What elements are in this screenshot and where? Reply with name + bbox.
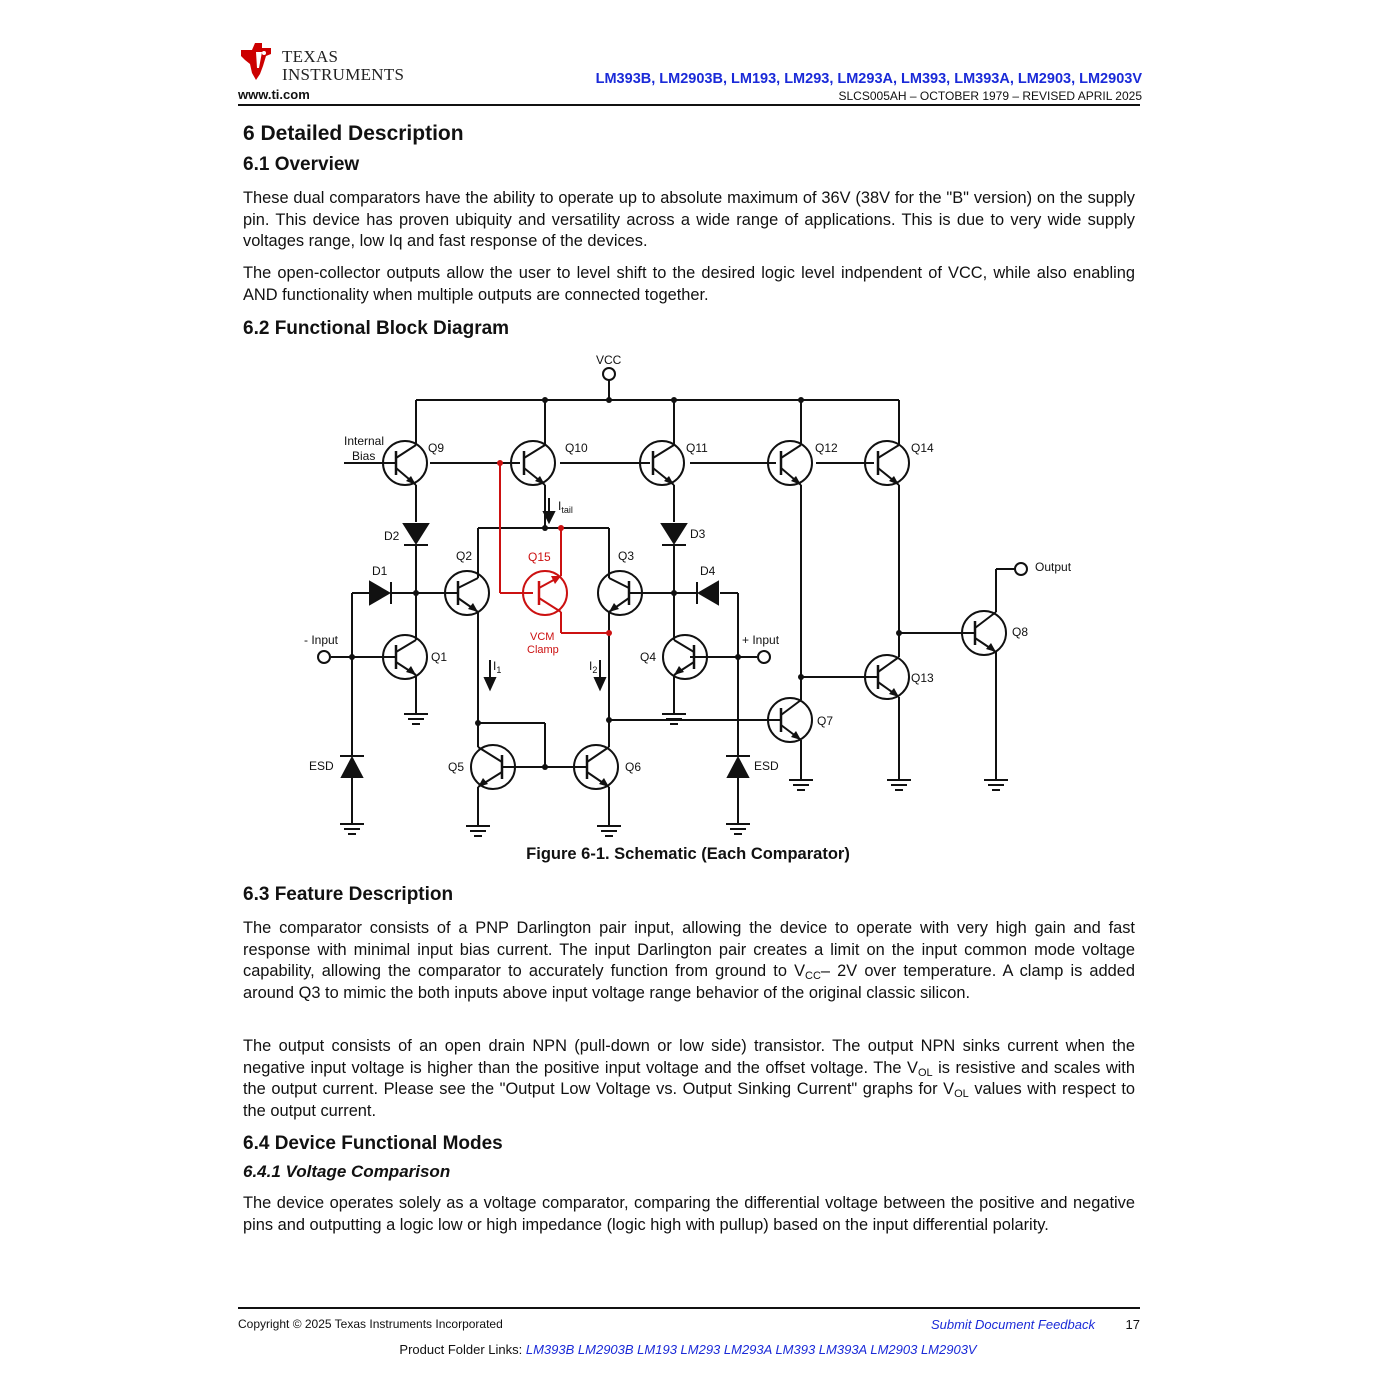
label-plus-input: + Input — [742, 633, 780, 647]
feature-p2-vol-subscript-2: OL — [954, 1088, 969, 1100]
label-d3: D3 — [690, 527, 706, 541]
feature-p1-part-a: The comparator consists of a PNP Darlington pair input, allowing the device to operate with very high gain and fast response with minimal input bias current. The input Darlington pair creates a limit on the input common mode voltage capability, allowing the comparator to accurately function from ground to V — [243, 919, 1135, 980]
label-vcc: VCC — [596, 353, 622, 367]
i2-letter: I — [589, 659, 593, 673]
feature-p2-part-a: The output consists of an open drain NPN (pull-down or low side) transistor. The output NPN sinks current when the negative input voltage is higher than the positive input voltage and the offset voltage. The V — [243, 1037, 1135, 1077]
itail-subscript: tail — [561, 505, 573, 515]
label-d4: D4 — [700, 564, 716, 578]
label-itail — [558, 499, 573, 515]
output-terminal — [1015, 563, 1027, 575]
section-6-1-title: 6.1 Overview — [243, 154, 360, 175]
i2-subscript: 2 — [592, 665, 598, 675]
label-i2 — [589, 659, 597, 675]
label-q9: Q9 — [428, 441, 445, 455]
feature-p2-part-c: values with respect to the output current. — [243, 1080, 1135, 1120]
esd-right-diode — [728, 758, 748, 777]
logo-line1: TEXAS — [282, 47, 339, 66]
label-q1: Q1 — [431, 650, 448, 664]
header-doc-info: SLCS005AH – OCTOBER 1979 – REVISED APRIL 2025 — [838, 89, 1142, 103]
label-clamp: Clamp — [527, 644, 559, 656]
product-folder-link-list[interactable]: LM393B LM2903B LM193 LM293 LM293A LM393 LM393A LM2903 LM2903V — [525, 1342, 977, 1357]
label-output: Output — [1035, 560, 1072, 574]
label-q13: Q13 — [911, 671, 934, 685]
label-q8: Q8 — [1012, 625, 1029, 639]
logo-line2: INSTRUMENTS — [282, 65, 405, 84]
label-q3: Q3 — [618, 549, 635, 563]
plus-input-terminal — [758, 651, 770, 663]
feature-paragraph-1 — [243, 918, 1135, 1004]
d1-diode — [370, 582, 389, 604]
voltage-comparison-paragraph: The device operates solely as a voltage comparator, comparing the differential voltage between the positive and negative pins and outputting a logic low or high impedance (logic high with pullup) based on the input differential polarity. — [243, 1194, 1135, 1234]
label-q4: Q4 — [640, 650, 657, 664]
feature-p2-part-b: is resistive and scales with the output current. Please see the "Output Low Voltage vs. Output Sinking Current" graphs for V — [243, 1058, 1135, 1098]
label-bias: Bias — [352, 449, 376, 463]
figure-caption: Figure 6-1. Schematic (Each Comparator) — [526, 845, 850, 863]
product-folder-links — [0, 1342, 1376, 1357]
i2-arrow — [595, 678, 605, 689]
esd-left-diode — [342, 758, 362, 777]
feature-p1-part-b: – 2V over temperature. A clamp is added around Q3 to mimic the both inputs above input voltage range behavior of the original classic silicon. — [243, 962, 1135, 1002]
itail-letter: I — [558, 499, 562, 513]
label-q5: Q5 — [448, 760, 465, 774]
product-folder-label: Product Folder Links: — [399, 1342, 523, 1357]
footer-copyright: Copyright © 2025 Texas Instruments Incorporated — [238, 1317, 503, 1331]
d4-diode — [699, 582, 718, 604]
label-esd-right: ESD — [754, 759, 779, 773]
label-d1: D1 — [372, 564, 388, 578]
label-q6: Q6 — [625, 760, 642, 774]
footer-divider — [238, 1307, 1140, 1309]
label-q2: Q2 — [456, 549, 473, 563]
feature-paragraph-2 — [243, 1036, 1135, 1122]
website-link[interactable]: www.ti.com — [238, 87, 310, 102]
label-i1 — [493, 659, 501, 675]
feature-p1-vcc-subscript: CC — [805, 970, 821, 982]
i1-letter: I — [493, 659, 497, 673]
q15-clamp — [500, 463, 609, 633]
label-q15: Q15 — [528, 550, 551, 564]
label-minus-input: - Input — [304, 633, 339, 647]
label-esd-left: ESD — [309, 759, 334, 773]
d2-diode — [404, 524, 428, 543]
feature-p2-vol-subscript-1: OL — [917, 1066, 933, 1079]
label-q12: Q12 — [815, 441, 838, 455]
section-6-3-title: 6.3 Feature Description — [243, 884, 454, 905]
label-q10: Q10 — [565, 441, 588, 455]
header-part-numbers[interactable]: LM393B, LM2903B, LM193, LM293, LM293A, LM393, LM393A, LM2903, LM2903V — [595, 71, 1142, 87]
label-q14: Q14 — [911, 441, 934, 455]
overview-paragraph-2: The open-collector outputs allow the user to level shift to the desired logic level indpendent of VCC, while also enabling AND functionality when multiple outputs are connected together. — [243, 264, 1135, 304]
section-6-4-title: 6.4 Device Functional Modes — [243, 1133, 503, 1154]
section-6-title: 6 Detailed Description — [243, 122, 464, 145]
section-6-4-1-title: 6.4.1 Voltage Comparison — [243, 1162, 451, 1181]
i1-subscript: 1 — [496, 665, 502, 675]
i1-arrow — [485, 678, 495, 689]
overview-paragraph-1: These dual comparators have the ability to operate up to absolute maximum of 36V (38V for the "B" version) on the supply pin. This device has proven ubiquity and versatility across a wide range of applications. This is due to very wide supply voltages range, low Iq and fast response of the devices. — [243, 189, 1135, 250]
label-q7: Q7 — [817, 714, 834, 728]
label-vcm: VCM — [530, 631, 555, 643]
submit-feedback-link[interactable]: Submit Document Feedback — [930, 1317, 1095, 1332]
page-number: 17 — [1125, 1317, 1140, 1332]
minus-input-terminal — [318, 651, 330, 663]
label-q11: Q11 — [686, 441, 708, 455]
label-d2: D2 — [384, 529, 400, 543]
d3-diode — [662, 524, 686, 543]
section-6-2-title: 6.2 Functional Block Diagram — [243, 318, 510, 339]
vcc-terminal — [603, 368, 615, 380]
label-internal: Internal — [344, 434, 385, 448]
